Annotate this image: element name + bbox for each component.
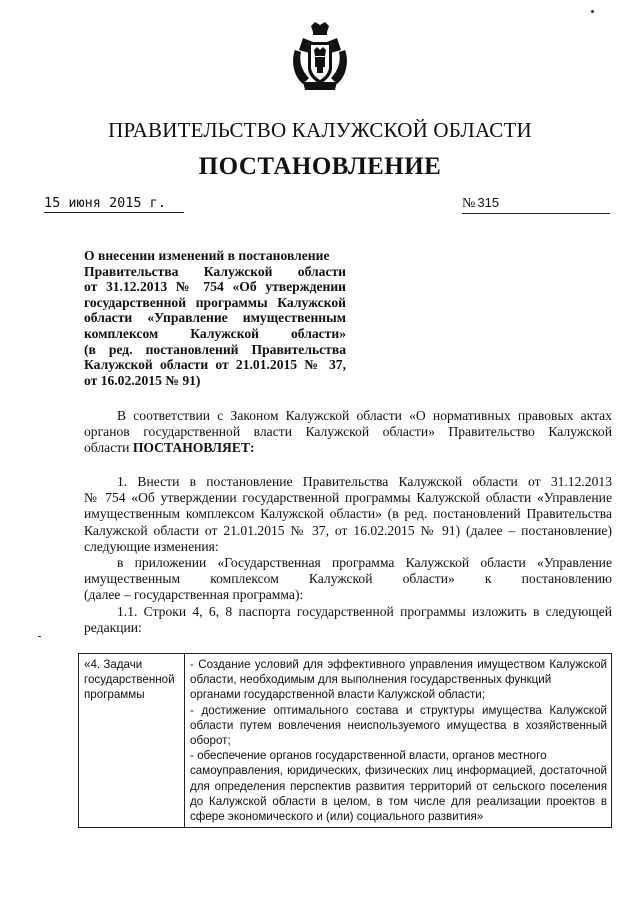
item-line: следующие изменения: (84, 538, 219, 554)
margin-mark (38, 636, 41, 637)
document-number-field (462, 194, 610, 214)
subject-line: государственной программы Калужской (84, 294, 346, 310)
row-content-line: самоуправления, юридических, физических лиц информацией, достаточной (190, 764, 607, 778)
item-line: редакции: (84, 619, 142, 635)
row-content-line: органами государственной власти Калужской области; (190, 688, 485, 702)
subject-line: Правительства Калужской области (84, 263, 346, 279)
preamble-line: органов государственной власти Калужской области» Правительство Калужской (84, 424, 612, 440)
row-content-line: - достижение оптимального состава и структуры имущества Калужской (190, 703, 607, 717)
subject-line: от 31.12.2013 № 754 «Об утверждении (84, 279, 346, 295)
item-line: Калужской области от 21.01.2015 № 37, от 16.02.2015 № 91) (далее – постановление) (84, 522, 612, 538)
preamble (84, 408, 612, 457)
item-line: 1. Внести в постановление Правительства Калужской области от 31.12.2013 (117, 474, 612, 489)
table-row (79, 654, 612, 828)
decree-subject (84, 248, 346, 388)
preamble-line: области (84, 440, 130, 456)
row-content-line: оборот; (190, 734, 231, 748)
document-date: 15 июня 2015 г. (44, 194, 184, 213)
item-line: имущественным комплексом Калужской области» к постановлению (84, 571, 612, 587)
item-line: имущественным комплексом Калужской области» (в ред. постановлений Правительства (84, 506, 612, 522)
row-content-line: области, необходимым для выполнения государственных функций (190, 673, 552, 687)
scan-speck (591, 10, 594, 13)
document-number: 315 (477, 195, 500, 210)
row-content-line: до Калужской области в целом, в том числе для реализации проектов в (190, 794, 607, 808)
row-content-line: сфере экономического и (или) социального развития» (190, 810, 484, 824)
row-label-line: государственной (84, 673, 175, 687)
item-line: № 754 «Об утверждении государственной программы Калужской области «Управление (84, 490, 612, 506)
number-sign: № (462, 196, 476, 211)
row-content-line: - Создание условий для эффективного управления имуществом Калужской (190, 658, 607, 671)
item-line: (далее – государственная программа): (84, 587, 304, 603)
row-label-line: «4. Задачи (84, 658, 143, 671)
resolves-keyword: ПОСТАНОВЛЯЕТ: (132, 440, 255, 456)
row-content-line: - обеспечение органов государственной власти, органов местного (190, 749, 547, 763)
row-content-line: для определения перспектив развития территорий от сельского поселения (190, 779, 607, 793)
item-line: 1.1. Строки 4, 6, 8 паспорта государственной программы изложить в следующей (117, 603, 612, 619)
subject-line: комплексом Калужской области» (84, 325, 346, 341)
subject-line: Калужской области от 21.01.2015 № 37, (84, 357, 346, 373)
row-content-line: области путем вовлечения неиспользуемого имущества в хозяйственный (190, 718, 607, 732)
subject-line: от 16.02.2015 № 91) (84, 372, 201, 388)
issuing-authority: ПРАВИТЕЛЬСТВО КАЛУЖСКОЙ ОБЛАСТИ (108, 118, 532, 142)
row-label-cell (79, 654, 185, 828)
decree-items (84, 474, 612, 636)
subject-line: области «Управление имущественным (84, 310, 346, 326)
row-content-cell (185, 654, 612, 828)
coat-of-arms-icon (289, 20, 351, 92)
passport-table (78, 653, 612, 828)
preamble-line: В соответствии с Законом Калужской области «О нормативных правовых актах (117, 408, 612, 423)
document-type-title: ПОСТАНОВЛЕНИЕ (198, 153, 442, 180)
subject-line: О внесении изменений в постановление (84, 248, 330, 263)
item-line: в приложении «Государственная программа Калужской области «Управление (117, 555, 612, 571)
subject-line: (в ред. постановлений Правительства (84, 341, 346, 357)
row-label-line: программы (84, 688, 145, 702)
